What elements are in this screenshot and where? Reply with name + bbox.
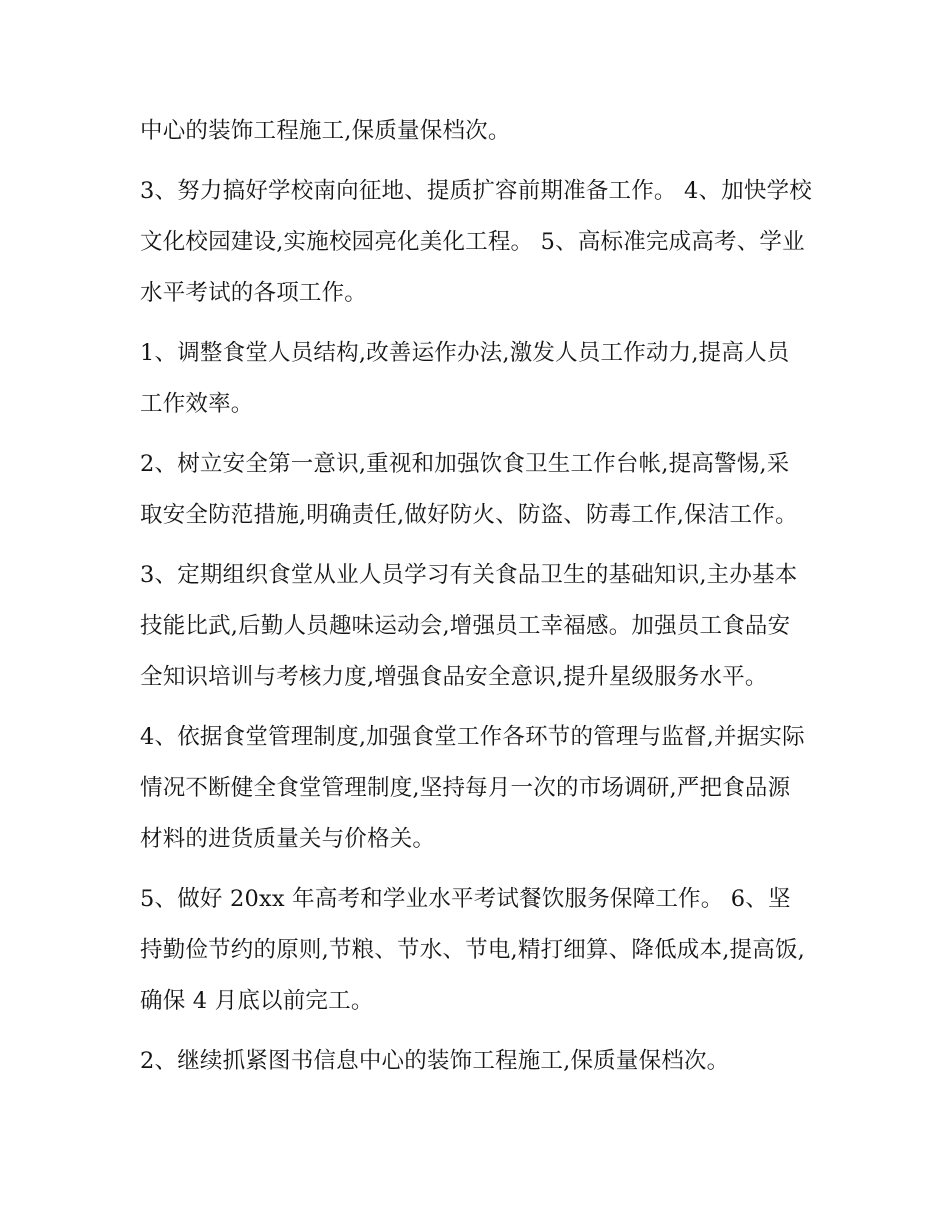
paragraph-6: 4、依据食堂管理制度,加强食堂工作各环节的管理与监督,并据实际情况不断健全食堂管理制度,坚持每月一次的市场调研,严把食品源材料的进货质量关与价格关。	[140, 724, 805, 852]
paragraph-4: 2、树立安全第一意识,重视和加强饮食卫生工作台帐,提高警惕,采取安全防范措施,明确责任,做好防火、防盗、防毒工作,保洁工作。	[140, 451, 798, 528]
document-body	[140, 106, 812, 1096]
paragraph-3: 1、调整食堂人员结构,改善运作办法,激发人员工作动力,提高人员工作效率。	[140, 340, 790, 417]
paragraph-7: 5、做好 20xx 年高考和学业水平考试餐饮服务保障工作。 6、坚持勤俭节约的原则,节粮、节水、节电,精打细算、降低成本,提高饭,确保 4 月底以前完工。	[140, 886, 806, 1014]
paragraph-2: 3、努力搞好学校南向征地、提质扩容前期准备工作。 4、加快学校文化校园建设,实施校园亮化美化工程。 5、高标准完成高考、学业水平考试的各项工作。	[140, 178, 812, 306]
paragraph-8: 2、继续抓紧图书信息中心的装饰工程施工,保质量保档次。	[140, 1048, 730, 1074]
paragraph-1: 中心的装饰工程施工,保质量保档次。	[140, 118, 511, 144]
paragraph-5: 3、定期组织食堂从业人员学习有关食品卫生的基础知识,主办基本技能比武,后勤人员趣味运动会,增强员工幸福感。加强员工食品安全知识培训与考核力度,增强食品安全意识,提升星级服务水平。	[140, 562, 798, 690]
